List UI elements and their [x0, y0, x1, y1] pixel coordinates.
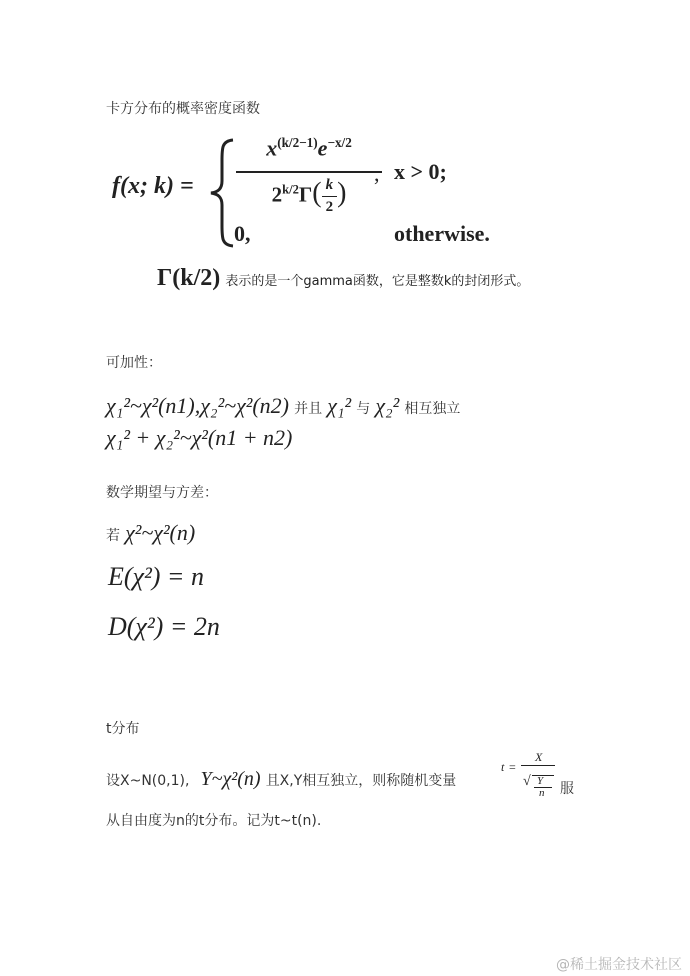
- t-definition-line-2: 从自由度为n的t分布。记为t~t(n).: [106, 813, 322, 829]
- if-word: 若: [106, 528, 120, 544]
- pdf-denominator: $2^{k/2}\Gamma$( $\frac{k}{2}$ ): [271, 177, 347, 215]
- section-heading-additivity: 可加性：: [106, 355, 162, 371]
- t-formula: t = X √ Y n: [501, 750, 557, 800]
- pdf-case1-fraction: [234, 135, 384, 216]
- e-exponent: −x/2: [327, 135, 352, 150]
- variance-formula: D(χ²) = 2n: [108, 612, 220, 641]
- gamma-note-line: [157, 265, 529, 292]
- t-def-text-c: 服: [560, 781, 574, 797]
- numerator-exponent: (k/2−1): [277, 135, 318, 150]
- t-def-text-b: 且X,Y相互独立，则称随机变量: [265, 773, 457, 789]
- pdf-case1-condition: x > 0;: [394, 159, 447, 184]
- watermark: @稀土掘金技术社区: [556, 957, 682, 973]
- section-heading-moments: 数学期望与方差：: [106, 485, 218, 501]
- expectation-formula: E(χ²) = n: [108, 562, 204, 591]
- gamma-symbol: Γ(k/2): [157, 265, 221, 291]
- pdf-case2-value: 0,: [234, 221, 251, 246]
- chi2-symbol: χ₂²: [375, 393, 400, 418]
- t-def-math-y: Y~χ²(n): [200, 768, 261, 790]
- moments-condition: [106, 520, 195, 546]
- pdf-lhs: f(x; k) =: [112, 173, 194, 199]
- pdf-case2-condition: otherwise.: [394, 221, 490, 246]
- t-def-text-a: 设X~N(0,1),: [106, 773, 190, 789]
- if-math: χ²~χ²(n): [125, 520, 196, 545]
- chi1-symbol: χ₁²: [327, 393, 352, 418]
- section-heading-t: t分布: [106, 721, 140, 737]
- denominator-exponent: k/2: [282, 182, 299, 197]
- additivity-text-independent: 相互独立: [404, 401, 461, 417]
- t-definition-line-1: [106, 768, 456, 791]
- section-heading-pdf: 卡方分布的概率密度函数: [106, 101, 260, 117]
- additivity-text-and: 并且: [294, 401, 323, 417]
- additivity-line-2: χ₁² + χ₂²~χ²(n1 + n2): [106, 425, 293, 450]
- pdf-numerator: $x^{(k/2-1)}e^{-x/2}$: [266, 135, 352, 161]
- pdf-formula: f(x; k) = $x^{(k/2-1)}e^{-x/2}$ $2^{k/2}\Gamma$( $\frac{k}{2}$ ) , x > 0; 0, otherwise.: [112, 135, 532, 255]
- gamma-note: 表示的是一个gamma函数，它是整数k的封闭形式。: [225, 274, 530, 289]
- additivity-text-with: 与: [356, 401, 371, 417]
- left-brace-icon: [207, 137, 237, 249]
- additivity-line-1: [106, 393, 460, 419]
- additivity-math-1: χ₁²~χ²(n1),χ₂²~χ²(n2): [106, 393, 290, 418]
